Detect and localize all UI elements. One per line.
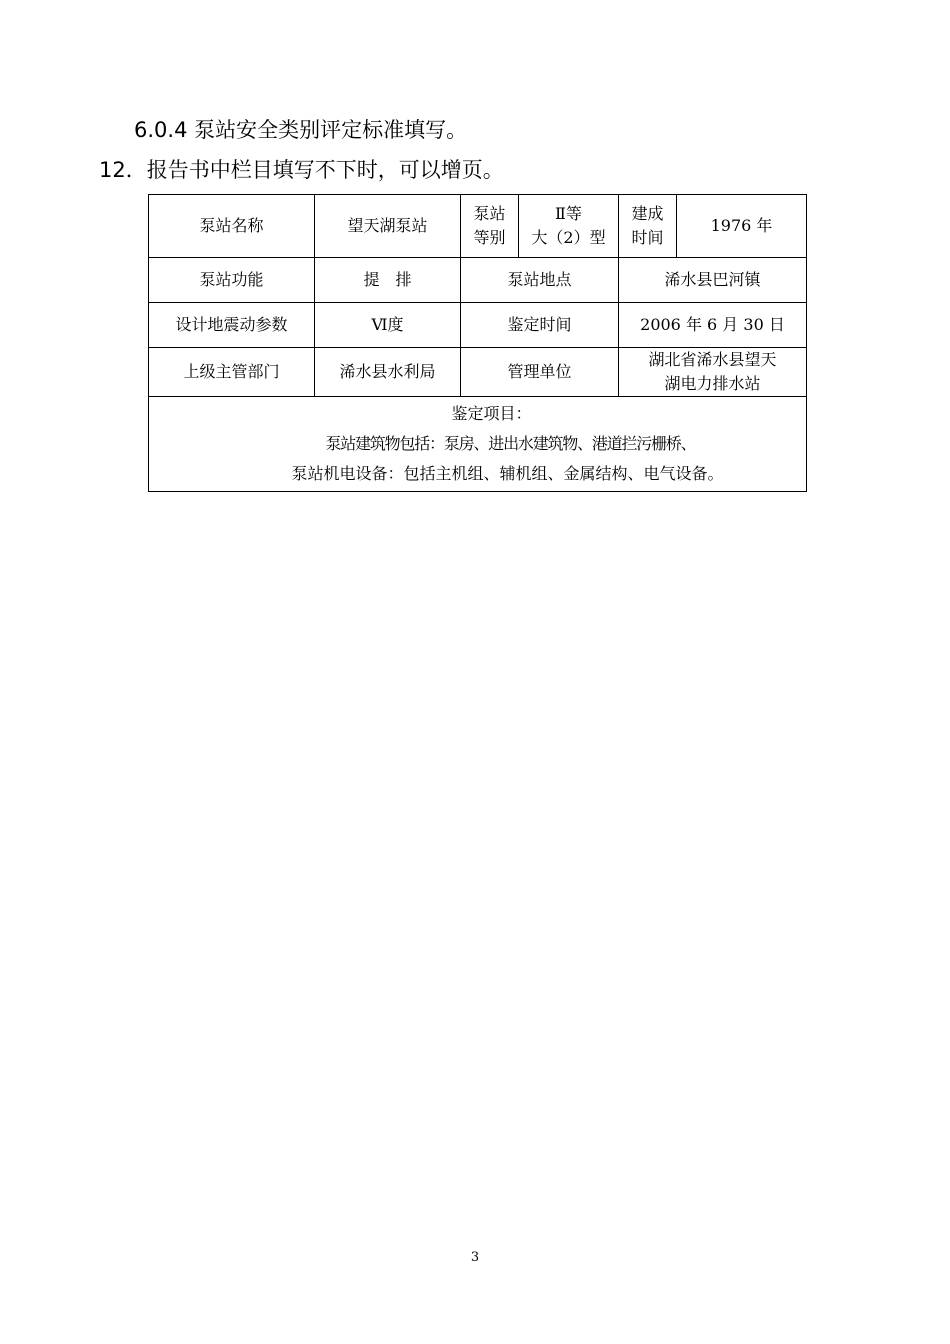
authority-value: 浠水县水利局: [315, 348, 461, 397]
grade-value-line1: Ⅱ等: [555, 204, 582, 223]
management-value-line1: 湖北省浠水县望天: [648, 350, 777, 369]
table-row: [149, 303, 807, 348]
heading-item-604: 6.0.4 泵站安全类别评定标准填写。: [134, 118, 468, 142]
management-value-line2: 湖电力排水站: [664, 374, 761, 393]
seismic-value: Ⅵ度: [315, 303, 461, 348]
table-row: [149, 195, 807, 258]
seismic-label: 设计地震动参数: [149, 303, 315, 348]
location-label: 泵站地点: [461, 258, 619, 303]
grade-value-line2: 大（2）型: [531, 228, 606, 247]
table-row: [149, 348, 807, 397]
page-number: 3: [470, 1250, 480, 1265]
appraisal-items: [149, 397, 807, 492]
location-value: 浠水县巴河镇: [619, 258, 807, 303]
built-label-line2: 时间: [631, 228, 664, 247]
management-label: 管理单位: [461, 348, 619, 397]
appraisal-time-label: 鉴定时间: [461, 303, 619, 348]
management-value: [619, 348, 807, 397]
station-name-value: 望天湖泵站: [315, 195, 461, 258]
grade-label-line1: 泵站: [473, 204, 506, 223]
built-label-line1: 建成: [631, 204, 664, 223]
function-value: 提 排: [315, 258, 461, 303]
grade-label-line2: 等别: [473, 228, 506, 247]
heading-item-12: 12．报告书中栏目填写不下时，可以增页。: [99, 158, 504, 182]
appraisal-items-equipment: 泵站机电设备：包括主机组、辅机组、金属结构、电气设备。: [291, 464, 724, 483]
grade-value: [519, 195, 619, 258]
authority-label: 上级主管部门: [149, 348, 315, 397]
built-time-value: 1976 年: [677, 195, 807, 258]
station-name-label: 泵站名称: [149, 195, 315, 258]
grade-label: [461, 195, 519, 258]
appraisal-items-buildings: 泵站建筑物包括：泵房、进出水建筑物、港道拦污栅桥、: [325, 434, 696, 453]
appraisal-time-value: 2006 年 6 月 30 日: [619, 303, 807, 348]
function-label: 泵站功能: [149, 258, 315, 303]
station-info-table: [148, 194, 807, 492]
appraisal-items-title: 鉴定项目：: [451, 404, 532, 423]
built-time-label: [619, 195, 677, 258]
table-row: [149, 397, 807, 492]
table-row: [149, 258, 807, 303]
